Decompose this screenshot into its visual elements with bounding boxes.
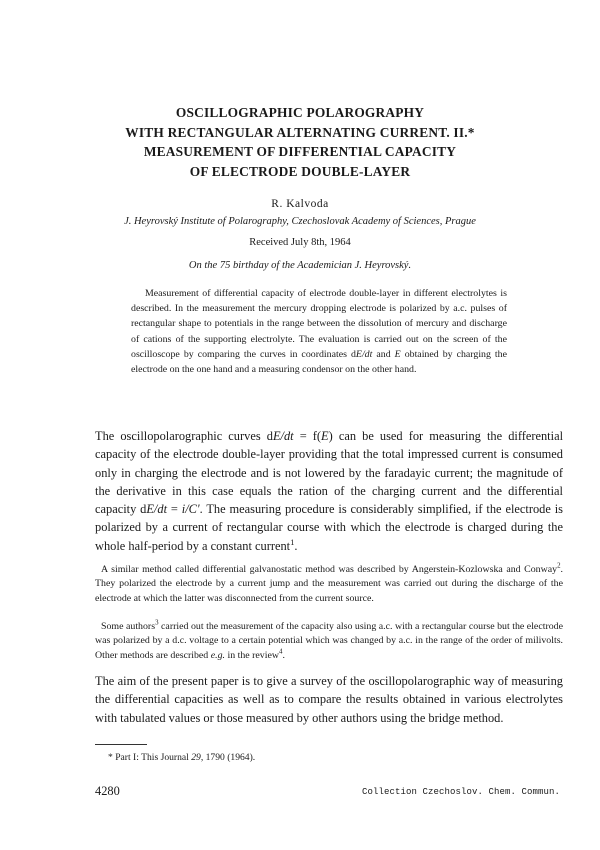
- paragraph-text: = f(: [293, 429, 322, 443]
- received-date: Received July 8th, 1964: [249, 237, 351, 248]
- paragraph-text: . The measuring procedure is considerably simplified, if the electrode is polarized by a current of rectangular course with which the electrode is charged during the whole half-period by a constant current: [95, 502, 563, 553]
- author-name: R. Kalvoda: [271, 198, 329, 210]
- author-affiliation: J. Heyrovský Institute of Polarography, Czechoslovak Academy of Sciences, Prague: [124, 216, 476, 227]
- title-line-3: MEASUREMENT OF DIFFERENTIAL CAPACITY: [143, 144, 457, 159]
- title-line-2: WITH RECTANGULAR ALTERNATING CURRENT. II.*: [125, 124, 475, 140]
- footnote-volume: 29: [191, 752, 201, 763]
- abstract: [131, 286, 507, 377]
- title-line-1: OSCILLOGRAPHIC POLAROGRAPHY: [175, 105, 425, 120]
- equation-potential: E: [321, 429, 329, 443]
- paragraph-text: The oscillopolarographic curves d: [95, 429, 273, 443]
- abstract-derivative: E/dt: [355, 348, 373, 360]
- paragraph-text: ) can be used for measuring the differential capacity of the electrode double-layer providing that the total impressed current is consumed only in charging the electrode and is not lowered by the faradayic current; the magnitude of the derivative in this case equals the ration of the charging current and the differential capacity d: [95, 429, 564, 517]
- equation-ratio: i/C': [181, 502, 200, 517]
- abstract-text: and: [372, 348, 395, 360]
- footnote-text: , 1790 (1964).: [200, 752, 256, 763]
- abstract-text: obtained by charging the electrode on the one hand and a measuring condensor on the other hand.: [131, 348, 507, 376]
- article-title: [0, 103, 600, 181]
- abstract-potential: E: [394, 348, 401, 360]
- footnote-text: * Part I: This Journal: [108, 752, 192, 763]
- dedication: On the 75 birthday of the Academician J. Heyrovský.: [188, 260, 412, 271]
- paragraph-text: in the review: [224, 649, 280, 661]
- abstract-text: Measurement of differential capacity of electrode double-layer in different electrolytes is described. In the measurement the mercury dropping electrode is polarized by a.c. pulses of rectangular shape to potentials in the range between the dissolution of mercury and discharge of cations of the supporting electrolyte. The evaluation is carried out on the screen of the oscilloscope by comparing the curves in coordinates d: [131, 288, 507, 360]
- page-number: 4280: [95, 784, 120, 798]
- paragraph-aim: The aim of the present paper is to give a survey of the oscillopolarographic way of measuring the differential capacities as well as to compare the results obtained in various electrolytes with tabulated values or those measured by other authors using the bridge method.: [95, 674, 563, 725]
- paragraph-text: carried out the measurement of the capacity also using a.c. with a rectangular course but the electrode was polarized by a d.c. voltage to a certain potential which was changed by a.c. in the range of the order of milivolts. Other methods are described: [95, 621, 563, 661]
- journal-name: Collection Czechoslov. Chem. Commun.: [361, 787, 560, 797]
- title-line-4: OF ELECTRODE DOUBLE-LAYER: [189, 163, 411, 179]
- paragraph-italic: e.g.: [210, 649, 225, 661]
- reference-marker: 4: [279, 648, 283, 656]
- paragraph-text: .: [294, 538, 298, 553]
- footnote: [108, 752, 255, 763]
- paragraph-text: . They polarized the electrode by a current jump and the measurement was carried out during the discharge of the electrode at which the latter was disconnected from the current source.: [95, 564, 563, 604]
- reference-marker: 2: [557, 562, 561, 570]
- paragraph-text: A similar method called differential galvanostatic method was described by Angerstein-Kozlowska and Conway: [101, 564, 558, 575]
- footnote-divider: [95, 744, 147, 745]
- equation-derivative: E/dt: [146, 502, 168, 517]
- paragraph-intro: [95, 427, 563, 555]
- paragraph-text: =: [167, 502, 182, 517]
- paragraph-text: Some authors: [101, 621, 156, 632]
- paragraph-text: .: [282, 649, 285, 661]
- equation-derivative: E/dt: [272, 429, 294, 443]
- reference-marker: 3: [155, 619, 159, 627]
- paragraph-galvanostatic: [95, 563, 563, 606]
- reference-marker: 1: [290, 536, 295, 547]
- paragraph-other-methods: [95, 620, 563, 663]
